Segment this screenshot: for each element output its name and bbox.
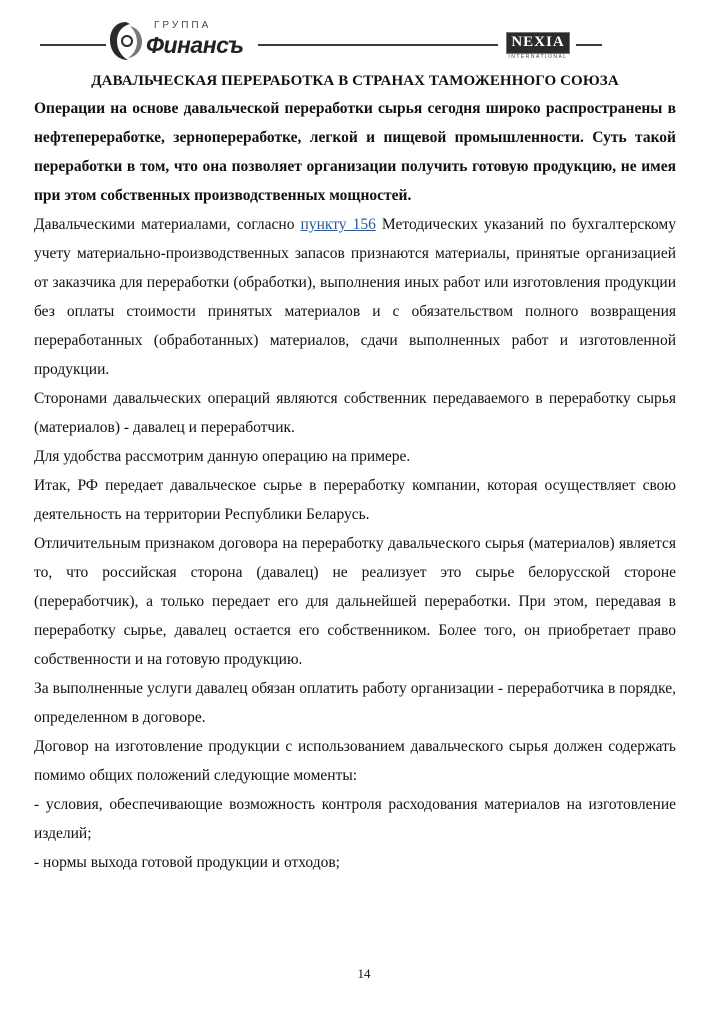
nexia-logo-text: NEXIA: [511, 34, 565, 50]
list-item: - условия, обеспечивающие возможность контроля расходования материалов на изготовление изделий;: [34, 796, 676, 842]
paragraph-parties: Сторонами давальческих операций являются собственник передаваемого в переработку сырья (материалов) - давалец и переработчик.: [34, 390, 676, 436]
document-body: [34, 68, 676, 877]
header-rule-right: [576, 44, 602, 46]
paragraph-contract: Договор на изготовление продукции с использованием давальческого сырья должен содержать помимо общих положений следующие моменты:: [34, 738, 676, 784]
paragraph-definition: [34, 210, 676, 384]
paragraph-distinctive-feature: Отличительным признаком договора на переработку давальческого сырья (материалов) является то, что российская сторона (давалец) не реализует это сырье белорусской стороне (переработчик), а только передает его для дальнейшей переработки. При этом, передавая в переработку сырье, давалец остается его собственником. Более того, он приобретает право собственности и на готовую продукцию.: [34, 535, 676, 668]
finans-group-logo: [108, 16, 258, 64]
logo-group-text: ГРУППА: [154, 20, 212, 31]
clause-156-link[interactable]: пункту 156: [300, 216, 376, 233]
header-rule-middle: [258, 44, 498, 46]
document-title: ДАВАЛЬЧЕСКАЯ ПЕРЕРАБОТКА В СТРАНАХ ТАМОЖЕННОГО СОЮЗА: [91, 73, 619, 89]
paragraph-definition-end: Методических указаний по бухгалтерскому учету материально-производственных запасов признаются материалы, принятые организацией от заказчика для переработки (обработки), выполнения иных работ или изготовления продукции без оплаты стоимости принятых материалов и с обязательством полного возвращения переработанных (обработанных) материалов, сдачи выполненных работ и изготовленной продукции.: [34, 216, 676, 378]
page-header: [0, 0, 728, 64]
logo-brand-text: Финансъ: [146, 32, 244, 58]
paragraph-payment: За выполненные услуги давалец обязан оплатить работу организации - переработчика в порядке, определенном в договоре.: [34, 680, 676, 726]
page-number: 14: [357, 966, 371, 981]
nexia-logo-subtext: INTERNATIONAL: [508, 54, 568, 60]
intro-paragraph: Операции на основе давальческой переработки сырья сегодня широко распространены в нефтепереработке, зернопереработке, легкой и пищевой промышленности. Суть такой переработки в том, что она позволяет организации получить готовую продукцию, не имея при этом собственных производственных мощностей.: [34, 100, 676, 204]
paragraph-example: Итак, РФ передает давальческое сырье в переработку компании, которая осуществляет свою деятельность на территории Республики Беларусь.: [34, 477, 676, 523]
nexia-logo: [502, 26, 574, 64]
paragraph-definition-start: Давальческими материалами, согласно: [34, 216, 301, 233]
list-item: - нормы выхода готовой продукции и отходов;: [34, 854, 340, 871]
header-rule-left: [40, 44, 106, 46]
paragraph-example-intro: Для удобства рассмотрим данную операцию на примере.: [34, 448, 411, 465]
finans-emblem-icon: [108, 20, 144, 62]
